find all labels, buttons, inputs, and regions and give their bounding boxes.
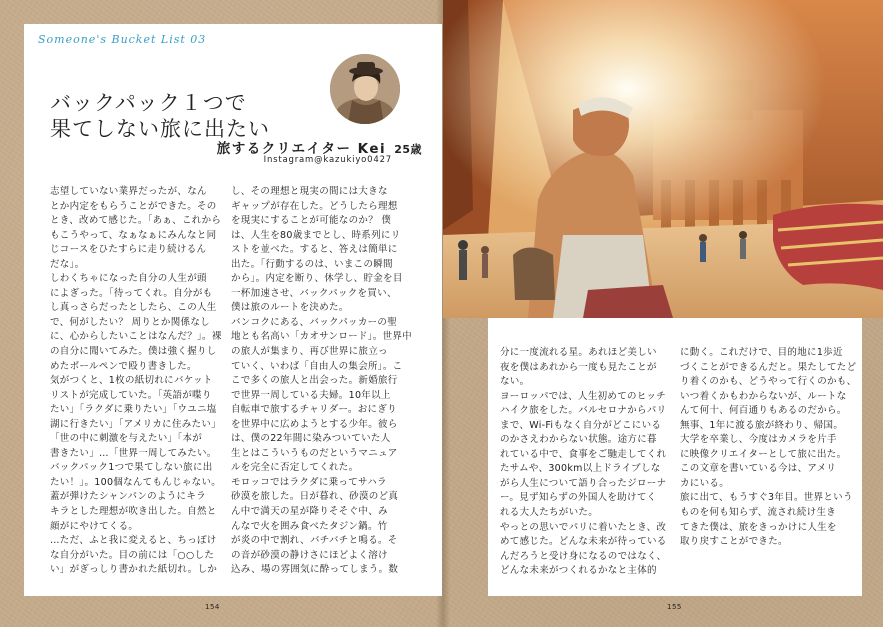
body-line: モロッコではラクダに乗ってサハラ [231,476,387,488]
body-line: ない。 [500,376,530,388]
body-line: 気がつくと、1枚の紙切れにバケット [50,375,213,387]
body-line: 生とはこういうものだというマニュア [231,447,398,459]
body-line: 自転車で旅するチャリダー。おにぎり [231,404,397,416]
body-line: を現実にすることが可能なのか？ 僕 [231,215,392,227]
body-line: …ただ、ふと我に変えると、ちっぽけ [50,535,217,547]
body-column-3 [500,346,670,579]
body-line: れる大人たちがいた。 [500,507,599,519]
body-line: 僕は旅のルートを決めた。 [231,302,349,314]
body-line: が炎の中で割れ、バチバチと鳴る。そ [231,535,398,547]
creator-name [172,137,422,157]
body-line: の自分に聞いてみた。僕は強く握りし [50,346,217,358]
body-line: れている中で、食事をご馳走してくれ [500,448,667,460]
body-line: のかさえわからない状態。途方に暮 [500,434,657,446]
body-line: は、人生を80歳までとし、時系列にリ [231,229,401,241]
body-line: 顔がにやけてくる。 [50,520,139,532]
body-line: たサムや、300km以上ドライブしな [500,463,661,475]
body-line: 書きたい」…「世界一周してみたい。 [50,447,217,459]
body-line: によぎった。「待ってくれ。自分がも [50,287,213,299]
body-line: に映像クリエイターとして旅に出た。 [680,448,847,460]
body-column-4 [680,346,857,550]
body-line: 夜を僕はあれから一度も見たことが [500,361,657,373]
body-line: リストが完成していた。「英語が喋り [50,389,212,401]
body-line: カにいる。 [680,477,730,489]
body-line: 取り戻すことができた。 [680,536,788,548]
body-line: から」。内定を断り、休学し、貯金を目 [231,273,403,285]
body-line: の旅人が集まり、再び世界に旅立っ [231,346,388,358]
body-line: 地とも名高い「カオサンロード」。世界中 [231,331,412,343]
body-line: 分に一度流れる星。あれほど美しい [500,347,657,358]
body-line: ていく、いわば「自由人の集会所」。こ [231,360,403,372]
body-line: しわくちゃになった自分の人生が頭 [50,273,207,285]
body-line: ヨーロッパでは、人生初めてのヒッチ [500,390,666,402]
body-line: だな」。 [50,258,85,270]
body-line: 一杯加速させ、バックパックを買い、 [231,287,397,299]
body-line: たい！」。100個なんてもんじゃない。 [50,476,222,488]
body-line: んて何十、何百通りもあるのだから。 [680,405,847,417]
body-line: し、その理想と現実の間には大きな [231,186,388,197]
body-line: まで、Wi-Fiもなく自分がどこにいる [500,419,662,431]
body-line: ハイク旅をした。バルセロナからパリ [500,405,667,417]
title-line-2: 果てしない旅に出たい [50,117,270,142]
body-line: 大学を卒業し、今度はカメラを片手 [680,434,837,446]
body-line: ものを何も知らず、流され続け生き [680,507,837,519]
petra-treasury-photo [443,0,883,318]
body-line: この文章を書いている今は、アメリ [680,463,837,475]
body-line: こで多くの旅人と出会った。新婚旅行 [231,375,398,387]
author-portrait-graphic [330,54,400,124]
photo-illustration [443,0,883,318]
body-line: ストを並べた。すると、答えは簡単に [231,244,398,256]
body-line: り着くのかも、どうやって行くのかも、 [680,376,857,388]
body-line: がら人生について語り合ったジローナ [500,477,667,489]
creator-role-name: 旅するクリエイター Kei [216,141,387,157]
body-line: やっとの思いでパリに着いたとき、改 [500,521,667,533]
body-line: に動く。これだけで、目的地に1歩近 [680,347,843,358]
body-line: とき、改めて感じた。「あぁ、これから [50,215,222,227]
creator-age: 25歳 [394,143,422,156]
body-line: に、心からしたいことはなんだ？」。裸 [50,331,222,343]
body-line: 志望していない業界だったが、なん [50,186,207,197]
body-line: バックパック1つで果てしない旅に出 [50,462,213,474]
page-number-left: 154 [205,603,220,611]
body-line: めたボールペンで殴り書きした。 [50,360,197,372]
body-line: いつ着くかもわからないが、ルートな [680,390,847,402]
body-line: で、何がしたい？ 周りとか関係なし [50,316,210,328]
body-line: で世界一周している夫婦。10年以上 [231,389,391,401]
body-line: 込み、場の雰囲気に酔ってしまう。数 [231,564,399,576]
instagram-handle: Instagram@kazukiyo0427 [263,155,392,165]
body-line: んなで火を囲み食べたタジン鍋。竹 [231,520,388,532]
body-line: バンコクにある、バックパッカーの聖 [231,316,398,328]
body-line: めて感じた。どんな未来が待っている [500,536,667,548]
body-line: ルを完全に否定してくれた。 [231,462,359,474]
body-line: どんな未来がつくれるかなと主体的 [500,565,657,577]
body-line: んだろうと受け身になるのではなく、 [500,550,667,562]
body-line: もこうやって、なぁなぁにみんなと同 [50,229,217,241]
body-line: な自分がいた。目の前には「○○した [50,549,215,561]
body-line: ー。見ず知らずの外国人を助けてく [500,492,657,504]
body-line: キラとした理想が吹き出した。自然と [50,506,217,518]
body-line: い」がぎっしり書かれた紙切れ。しか [50,564,218,576]
author-avatar [330,54,400,124]
body-line: 蓋が弾けたシャンパンのようにキラ [50,491,206,503]
body-line: 「世の中に刺激を与えたい」「本が [50,433,203,445]
page-number-right: 155 [667,603,682,611]
body-line: 砂漠を旅した。日が暮れ、砂漠のど真 [231,491,399,503]
body-line: し真っさらだったとしたら、この人生 [50,302,217,314]
body-line: 湖に行きたい」「アメリカに住みたい」 [50,418,221,430]
body-line: 旅に出て、もうすぐ3年目。世界という [680,492,853,504]
body-line: じコースをひたすらに走り続けるん [50,244,207,256]
body-column-1 [50,185,232,578]
body-line: 無事、1年に渡る旅が終わり、帰国。 [680,419,844,431]
body-column-2 [231,185,421,578]
body-line: てきた僕は、旅をきっかけに人生を [680,521,837,533]
body-line: ギャップが存在した。どうしたら理想 [231,200,398,212]
article-title [50,90,320,142]
title-line-1: バックパック１つで [50,91,247,116]
body-line: は、僕の22年間に染みついていた人 [231,433,391,445]
body-line: 出た。「行動するのは、いまこの瞬間 [231,258,393,270]
body-line: づくことができるんだと。果たしてたど [680,361,857,373]
body-line: たい」「ラクダに乗りたい」「ウユニ塩 [50,404,217,416]
body-line: ん中で満天の星が降りそそぐ中、み [231,506,388,518]
body-line: とか内定をもらうことができた。その [50,200,217,212]
body-line: の音が砂漠の静けさにほどよく溶け [231,549,388,561]
series-label: Someone's Bucket List 03 [38,33,207,46]
body-line: を世界中に広めようとする少年。彼ら [231,418,398,430]
